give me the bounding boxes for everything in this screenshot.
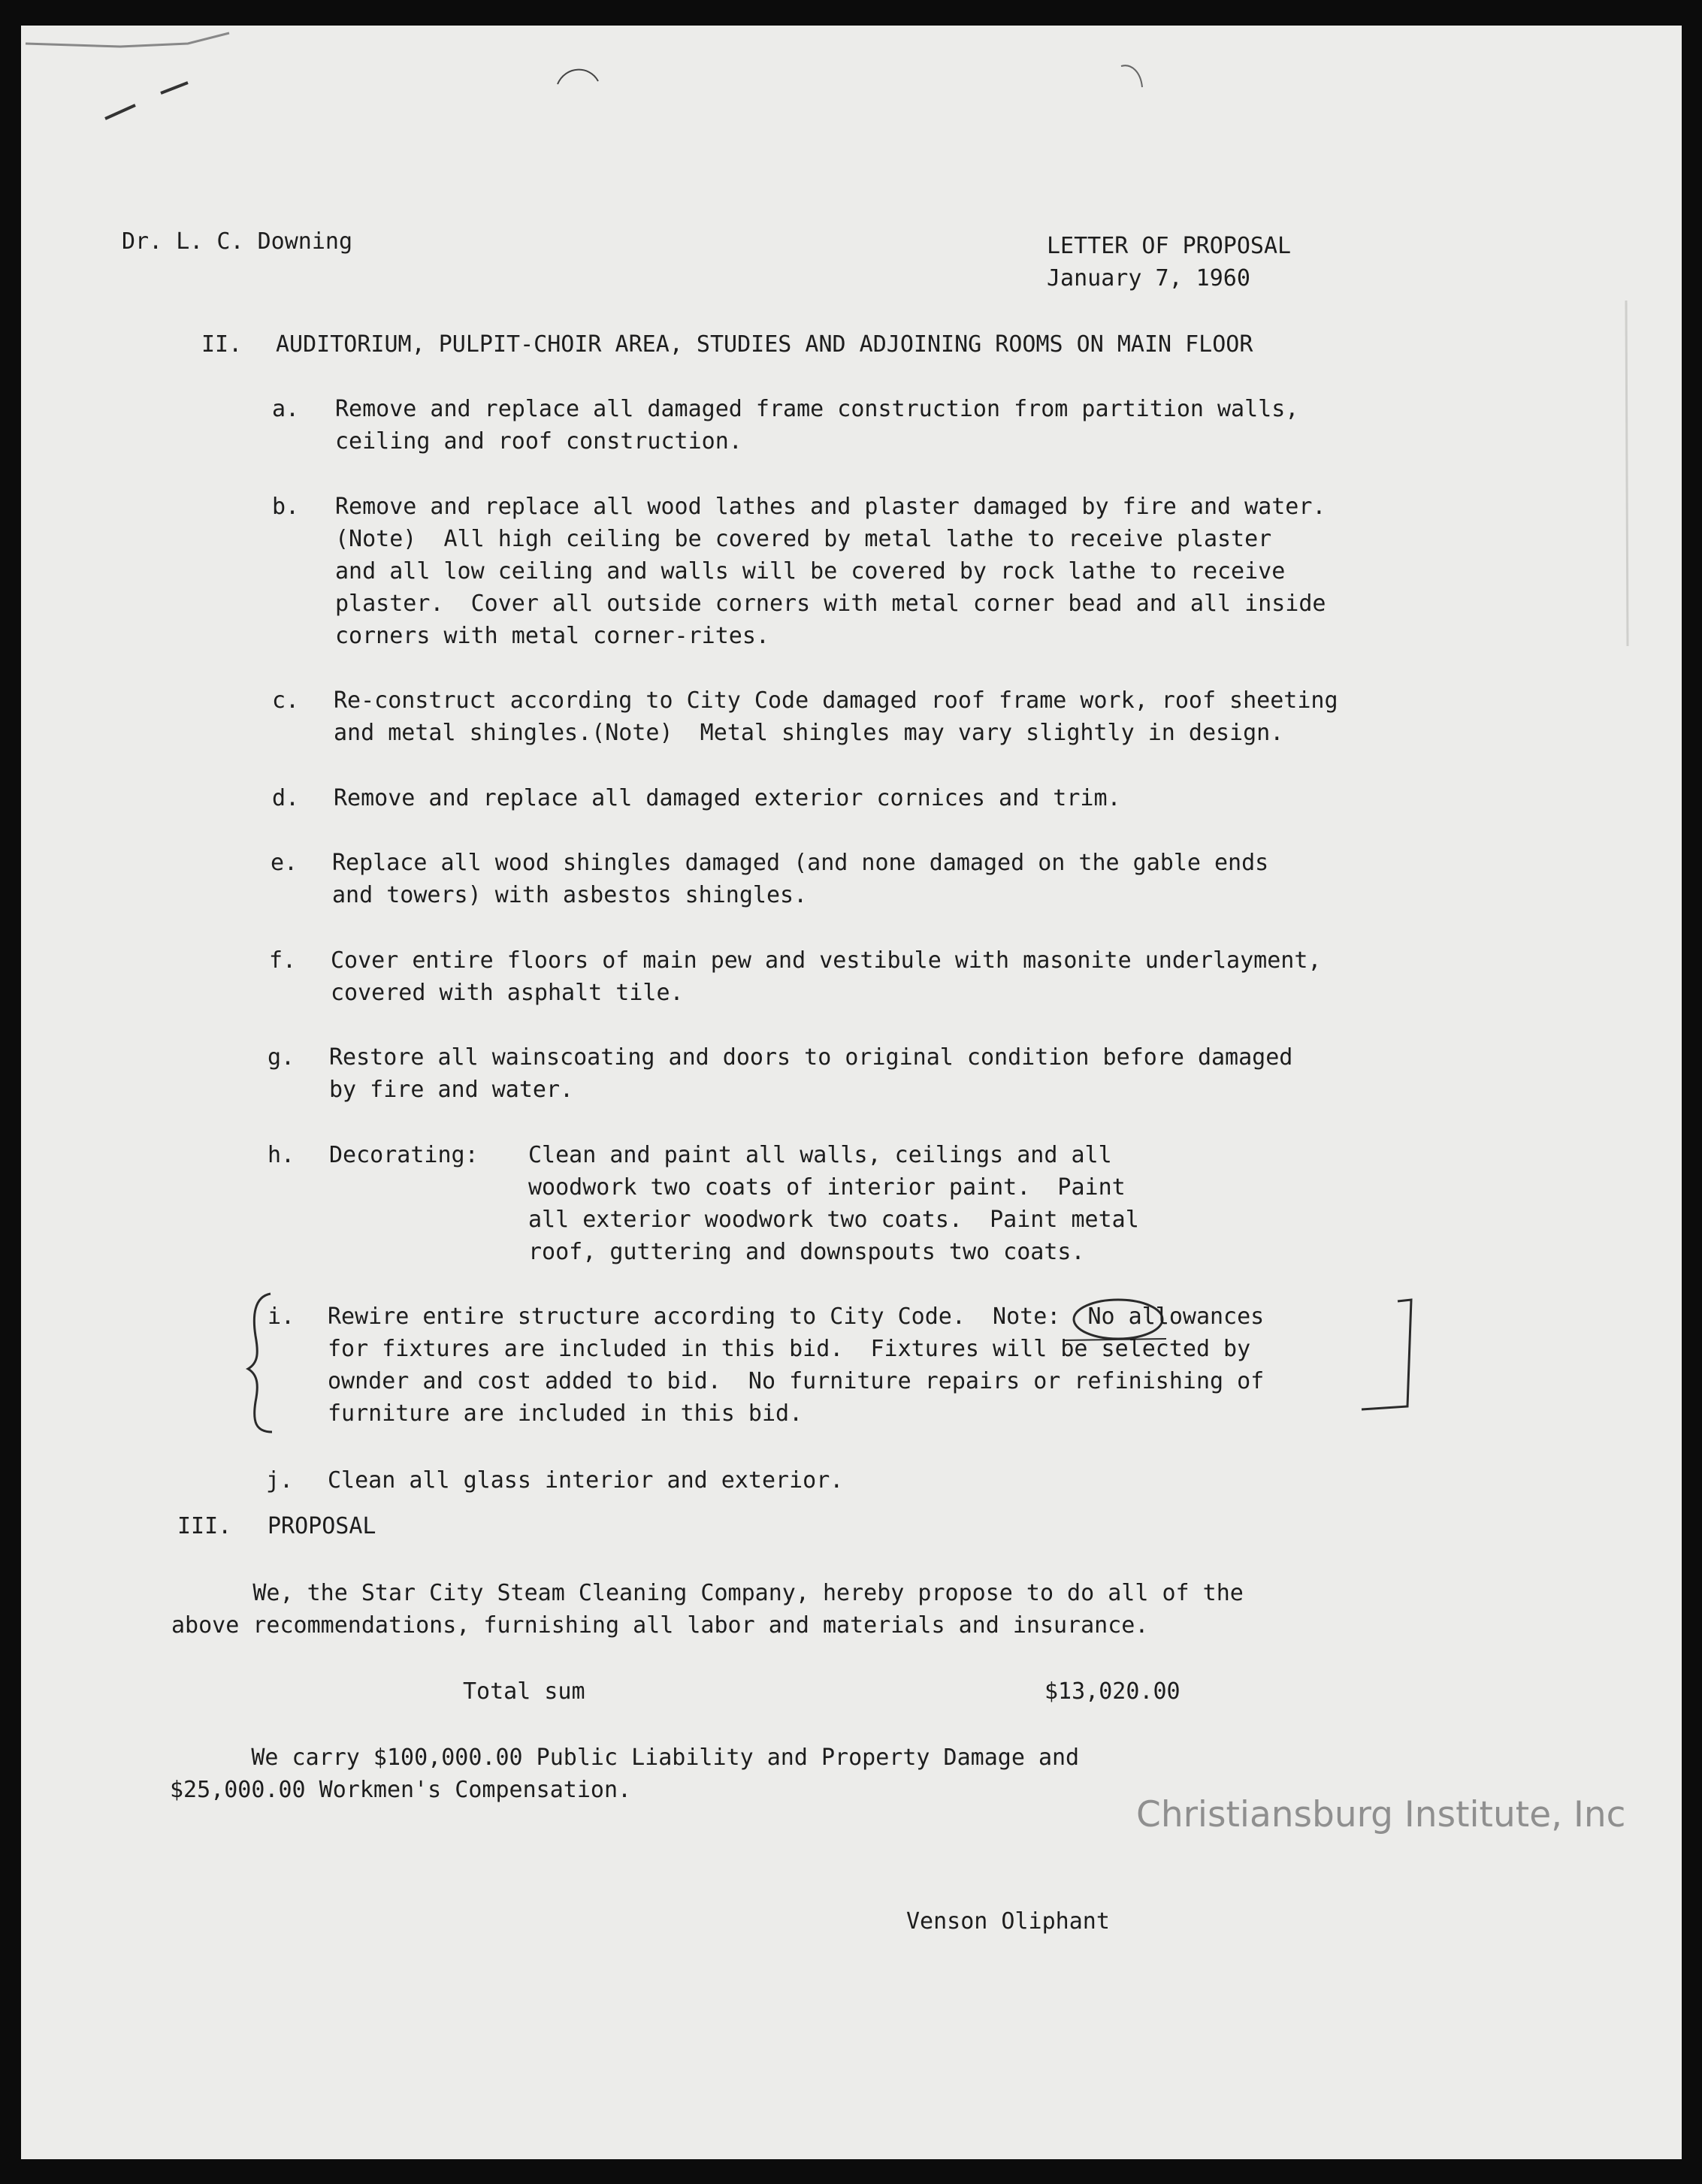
- document-title: LETTER OF PROPOSAL: [1047, 233, 1292, 259]
- item-text-d: Remove and replace all damaged exterior cornices and trim.: [334, 785, 1121, 811]
- item-label-h: Decorating:: [329, 1142, 479, 1168]
- punch-arc-mark: [1121, 65, 1142, 87]
- item-letter-a: a.: [272, 396, 300, 422]
- item-text-i: Rewire entire structure according to City Code. Note: No allowances for fixtures are included in this bid. Fixtures will be selected by ownder and cost added to bid. No furniture repairs or refinishing of furniture are included in this bid.: [328, 1303, 1265, 1427]
- watermark-text: Christiansburg Institute, Inc: [1136, 1794, 1626, 1835]
- hand-bracket-mark: [1362, 1300, 1411, 1409]
- item-letter-b: b.: [272, 494, 300, 520]
- item-letter-i: i.: [268, 1303, 295, 1330]
- torn-corner-mark: [26, 33, 229, 47]
- item-text-c: Re-construct according to City Code damaged roof frame work, roof sheeting and metal shingles.(Note) Metal shingles may vary slightly in design.: [334, 687, 1338, 746]
- section-iii-title: PROPOSAL: [268, 1513, 376, 1539]
- total-sum-label: Total sum: [463, 1678, 585, 1705]
- section-ii-number: II.: [201, 331, 243, 358]
- document-date: January 7, 1960: [1047, 265, 1250, 292]
- recipient-name: Dr. L. C. Downing: [122, 228, 353, 255]
- item-text-g: Restore all wainscoating and doors to original condition before damaged by fire and water.: [329, 1044, 1293, 1103]
- item-letter-d: d.: [272, 785, 300, 811]
- section-ii-title: AUDITORIUM, PULPIT-CHOIR AREA, STUDIES AND ADJOINING ROOMS ON MAIN FLOOR: [276, 331, 1253, 358]
- signature-name: Venson Oliphant: [906, 1908, 1110, 1935]
- total-sum-value: $13,020.00: [1044, 1678, 1181, 1705]
- punch-arc-mark: [558, 70, 598, 84]
- item-text-a: Remove and replace all damaged frame construction from partition walls, ceiling and roof construction.: [335, 396, 1299, 455]
- item-letter-c: c.: [272, 687, 300, 714]
- margin-mark: [1626, 301, 1628, 646]
- item-letter-f: f.: [269, 947, 297, 974]
- item-letter-g: g.: [268, 1044, 295, 1071]
- item-text-f: Cover entire floors of main pew and vestibule with masonite underlayment, covered with asphalt tile.: [331, 947, 1322, 1006]
- item-text-j: Clean all glass interior and exterior.: [328, 1467, 844, 1494]
- item-letter-j: j.: [266, 1467, 294, 1494]
- proposal-paragraph: We, the Star City Steam Cleaning Company, hereby propose to do all of the above recommendations, furnishing all labor and materials and insurance.: [171, 1580, 1244, 1639]
- insurance-paragraph: We carry $100,000.00 Public Liability and Property Damage and $25,000.00 Workmen's Compensation.: [170, 1744, 1080, 1803]
- section-iii-number: III.: [177, 1513, 232, 1539]
- item-text-h: Clean and paint all walls, ceilings and all woodwork two coats of interior paint. Paint all exterior woodwork two coats. Paint metal roof, guttering and downspouts two coats.: [528, 1142, 1139, 1265]
- item-text-b: Remove and replace all wood lathes and plaster damaged by fire and water. (Note) All high ceiling be covered by metal lathe to receive plaster and all low ceiling and walls will be covered by rock lathe to receive plaster. Cover all outside corners with metal corner bead and all inside corners with metal corner-rites.: [335, 494, 1326, 649]
- item-letter-h: h.: [268, 1142, 295, 1168]
- item-text-e: Replace all wood shingles damaged (and none damaged on the gable ends and towers) with asbestos shingles.: [332, 850, 1269, 908]
- torn-corner-mark: [105, 83, 188, 119]
- item-letter-e: e.: [271, 850, 298, 876]
